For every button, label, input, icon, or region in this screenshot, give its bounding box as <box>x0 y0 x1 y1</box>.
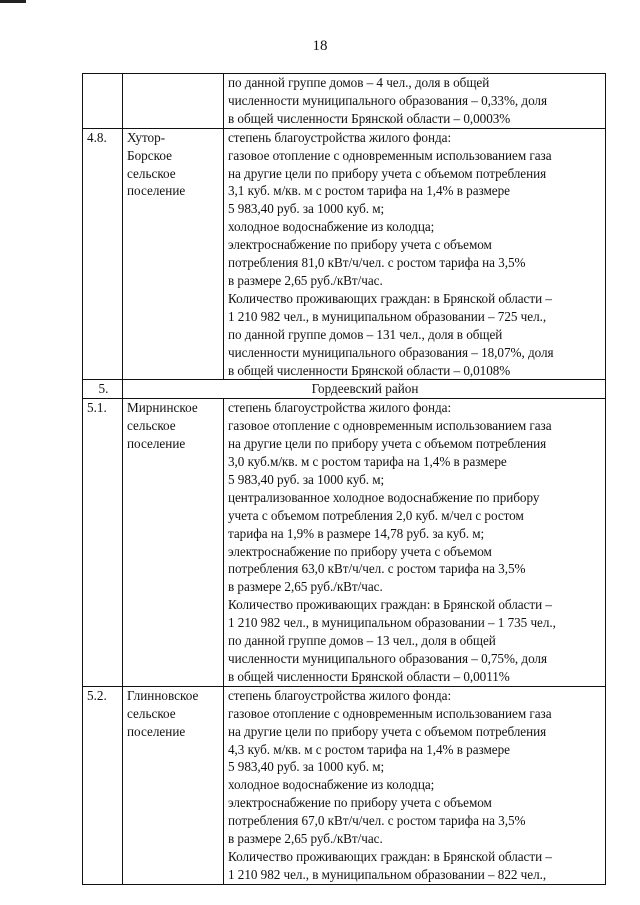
description-line: 5 983,40 руб. за 1000 куб. м; <box>228 759 385 775</box>
description-line: в размере 2,65 руб./кВт/час. <box>228 579 383 595</box>
settlement-name-line: Мирнинское <box>127 400 198 416</box>
description-line: Количество проживающих граждан: в Брянской области – <box>228 597 552 613</box>
description-line: на другие цели по прибору учета с объемом потребления <box>228 436 547 452</box>
description-line: потребления 67,0 кВт/ч/чел. с ростом тарифа на 3,5% <box>228 813 526 829</box>
description-line: потребления 81,0 кВт/ч/чел. с ростом тарифа на 3,5% <box>228 255 526 271</box>
table-row <box>83 128 606 380</box>
description-line: Количество проживающих граждан: в Брянской области – <box>228 848 552 864</box>
scan-edge-mark <box>0 0 26 3</box>
description-line: степень благоустройства жилого фонда: <box>228 400 452 416</box>
table-row <box>83 74 606 129</box>
housing-description <box>224 74 606 129</box>
description-line: в общей численности Брянской области – 0,0108% <box>228 362 511 378</box>
settlement-name-line: сельское <box>127 705 176 721</box>
settlement-name-line: поселение <box>127 436 186 452</box>
description-line: в размере 2,65 руб./кВт/час. <box>228 272 383 288</box>
table-row <box>83 686 606 884</box>
settlement-name <box>123 399 224 687</box>
settlement-name <box>123 74 224 129</box>
description-line: электроснабжение по прибору учета с объемом <box>228 237 492 253</box>
row-number: 4.8. <box>83 128 123 380</box>
description-line: степень благоустройства жилого фонда: <box>228 129 452 145</box>
description-line: по данной группе домов – 13 чел., доля в общей <box>228 633 496 649</box>
table-row <box>83 399 606 687</box>
housing-description <box>224 399 606 687</box>
settlement-name <box>123 128 224 380</box>
settlement-name-line: сельское <box>127 165 176 181</box>
description-line: 5 983,40 руб. за 1000 куб. м; <box>228 471 385 487</box>
description-line: 1 210 982 чел., в муниципальном образовании – 725 чел., <box>228 308 547 324</box>
description-line: 1 210 982 чел., в муниципальном образовании – 1 735 чел., <box>228 615 556 631</box>
description-line: холодное водоснабжение из колодца; <box>228 777 435 793</box>
description-line: на другие цели по прибору учета с объемом потребления <box>228 165 547 181</box>
row-number: 5.2. <box>83 686 123 884</box>
description-line: по данной группе домов – 131 чел., доля в общей <box>228 326 503 342</box>
row-number <box>83 74 123 129</box>
housing-description <box>224 686 606 884</box>
district-heading: Гордеевский район <box>123 380 606 399</box>
row-number: 5. <box>83 380 123 399</box>
row-number: 5.1. <box>83 399 123 687</box>
page-number: 18 <box>312 38 328 54</box>
description-line: 1 210 982 чел., в муниципальном образовании – 822 чел., <box>228 866 547 882</box>
settlement-name-line: Борское <box>127 147 172 163</box>
description-line: электроснабжение по прибору учета с объемом <box>228 795 492 811</box>
description-line: тарифа на 1,9% в размере 14,78 руб. за куб. м; <box>228 525 485 541</box>
description-line: 4,3 куб. м/кв. м с ростом тарифа на 1,4% в размере <box>228 741 510 757</box>
description-line: 5 983,40 руб. за 1000 куб. м; <box>228 201 385 217</box>
description-line: газовое отопление с одновременным использованием газа <box>228 705 552 721</box>
description-line: газовое отопление с одновременным использованием газа <box>228 147 552 163</box>
description-line: учета с объемом потребления 2,0 куб. м/чел с ростом <box>228 507 524 523</box>
description-line: потребления 63,0 кВт/ч/чел. с ростом тарифа на 3,5% <box>228 561 526 577</box>
settlement-name-line: сельское <box>127 418 176 434</box>
settlement-name-line: Глинновское <box>127 687 199 703</box>
settlement-name-line: Хутор- <box>127 129 166 145</box>
settlement-name <box>123 686 224 884</box>
settlement-name-line: поселение <box>127 723 186 739</box>
description-line: холодное водоснабжение из колодца; <box>228 219 435 235</box>
description-line: электроснабжение по прибору учета с объемом <box>228 543 492 559</box>
description-line: численности муниципального образования – 0,75%, доля <box>228 651 547 666</box>
description-line: централизованное холодное водоснабжение по прибору <box>228 489 540 505</box>
description-line: численности муниципального образования – 18,07%, доля <box>228 344 554 360</box>
description-line: в общей численности Брянской области – 0,0011% <box>228 668 510 684</box>
description-line: по данной группе домов – 4 чел., доля в общей <box>228 75 490 90</box>
description-line: на другие цели по прибору учета с объемом потребления <box>228 723 547 739</box>
settlements-table <box>82 73 606 885</box>
description-line: Количество проживающих граждан: в Брянской области – <box>228 290 552 306</box>
description-line: 3,0 куб.м/кв. м с ростом тарифа на 1,4% в размере <box>228 454 507 470</box>
settlement-name-line: поселение <box>127 183 186 199</box>
description-line: численности муниципального образования – 0,33%, доля <box>228 92 547 108</box>
description-line: степень благоустройства жилого фонда: <box>228 687 452 703</box>
section-row <box>83 380 606 399</box>
description-line: в общей численности Брянской области – 0,0003% <box>228 110 511 126</box>
description-line: в размере 2,65 руб./кВт/час. <box>228 831 383 847</box>
housing-description <box>224 128 606 380</box>
description-line: газовое отопление с одновременным использованием газа <box>228 418 552 434</box>
description-line: 3,1 куб. м/кв. м с ростом тарифа на 1,4% в размере <box>228 183 510 199</box>
